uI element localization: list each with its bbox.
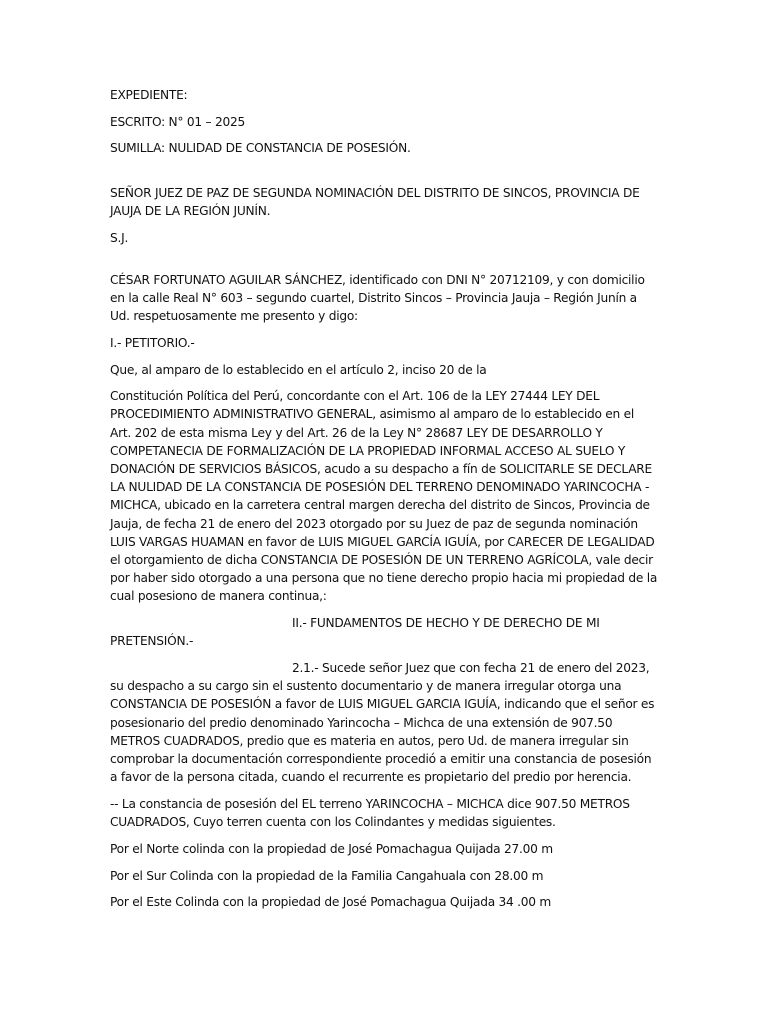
- fundamentos-heading: II.- FUNDAMENTOS DE HECHO Y DE DERECHO DE MI: [292, 616, 600, 631]
- fundamento-2-1: 2.1.- Sucede señor Juez que con fecha 21 de enero del 2023, su despacho a su cargo sin el sustento documentario y de manera irregular otorga una CONSTANCIA DE POSESIÓN a favor de LUIS MIGUEL GARCIA IGUÍA, indicando que el señor es posesionario del predio denominado Yarincocha – Michca de una extensión de 907.50 METROS CUADRADOS, predio que es materia en autos, pero Ud. de manera irregular sin comprobar la documentación correspondiente procedió a emitir una constancia de posesión a favor de la persona citada, cuando el recurrente es propietario del predio por herencia.: [110, 661, 655, 785]
- expediente-line: EXPEDIENTE:: [110, 88, 188, 102]
- intro-paragraph: CÉSAR FORTUNATO AGUILAR SÁNCHEZ, identificado con DNI N° 20712109, y con domicilio en la calle Real N° 603 – segundo cuartel, Distrito Sincos – Provincia Jauja – Región Junín a Ud. respetuosamente me presento y digo:: [110, 272, 645, 324]
- colindante-sur: Por el Sur Colinda con la propiedad de la Familia Cangahuala con 28.00 m: [110, 868, 544, 883]
- sj-line: S.J.: [110, 230, 129, 245]
- petitorio-heading: I.- PETITORIO.-: [110, 335, 195, 350]
- petitorio-body: Constitución Política del Perú, concordante con el Art. 106 de la LEY 27444 LEY DEL PROCEDIMIENTO ADMINISTRATIVO GENERAL, asimismo al amparo de lo establecido en el Art. 202 de esta misma Ley y del Art. 26 de la Ley N° 28687 LEY DE DESARROLLO Y COMPETANECIA DE FORMALIZACIÓN DE LA PROPIEDAD INFORMAL ACCESO AL SUELO Y DONACIÓN DE SERVICIOS BÁSICOS, acudo a su despacho a fín de SOLICITARLE SE DECLARE LA NULIDAD DE LA CONSTANCIA DE POSESIÓN DEL TERRENO DENOMINADO YARINCOCHA - MICHCA, ubicado en la carretera central margen derecha del distrito de Sincos, Provincia de Jauja, de fecha 21 de enero del 2023 otorgado por su Juez de paz de segunda nominación LUIS VARGAS HUAMAN en favor de LUIS MIGUEL GARCÍA IGUÍA, por CARECER DE LEGALIDAD el otorgamiento de dicha CONSTANCIA DE POSESIÓN DE UN TERRENO AGRÍCOLA, vale decir por haber sido otorgado a una persona que no tiene derecho propio hacia mi propiedad de la cual posesiono de manera continua,:: [110, 389, 658, 604]
- sumilla-line: SUMILLA: NULIDAD DE CONSTANCIA DE POSESIÓN.: [110, 141, 411, 156]
- colindante-norte: Por el Norte colinda con la propiedad de José Pomachagua Quijada 27.00 m: [110, 841, 553, 856]
- fundamentos-heading-cont: PRETENSIÓN.-: [110, 634, 194, 649]
- escrito-line: ESCRITO: N° 01 – 2025: [110, 114, 246, 129]
- petitorio-first-line: Que, al amparo de lo establecido en el artículo 2, inciso 20 de la: [110, 362, 487, 377]
- addressee: SEÑOR JUEZ DE PAZ DE SEGUNDA NOMINACIÓN DEL DISTRITO DE SINCOS, PROVINCIA DE JAUJA DE LA REGIÓN JUNÍN.: [110, 185, 640, 218]
- constancia-paragraph: -- La constancia de posesión del EL terreno YARINCOCHA – MICHCA dice 907.50 METROS CUADRADOS, Cuyo terren cuenta con los Colindantes y medidas siguientes.: [110, 797, 630, 830]
- colindante-este: Por el Este Colinda con la propiedad de José Pomachagua Quijada 34 .00 m: [110, 895, 552, 910]
- document-body: [110, 86, 658, 920]
